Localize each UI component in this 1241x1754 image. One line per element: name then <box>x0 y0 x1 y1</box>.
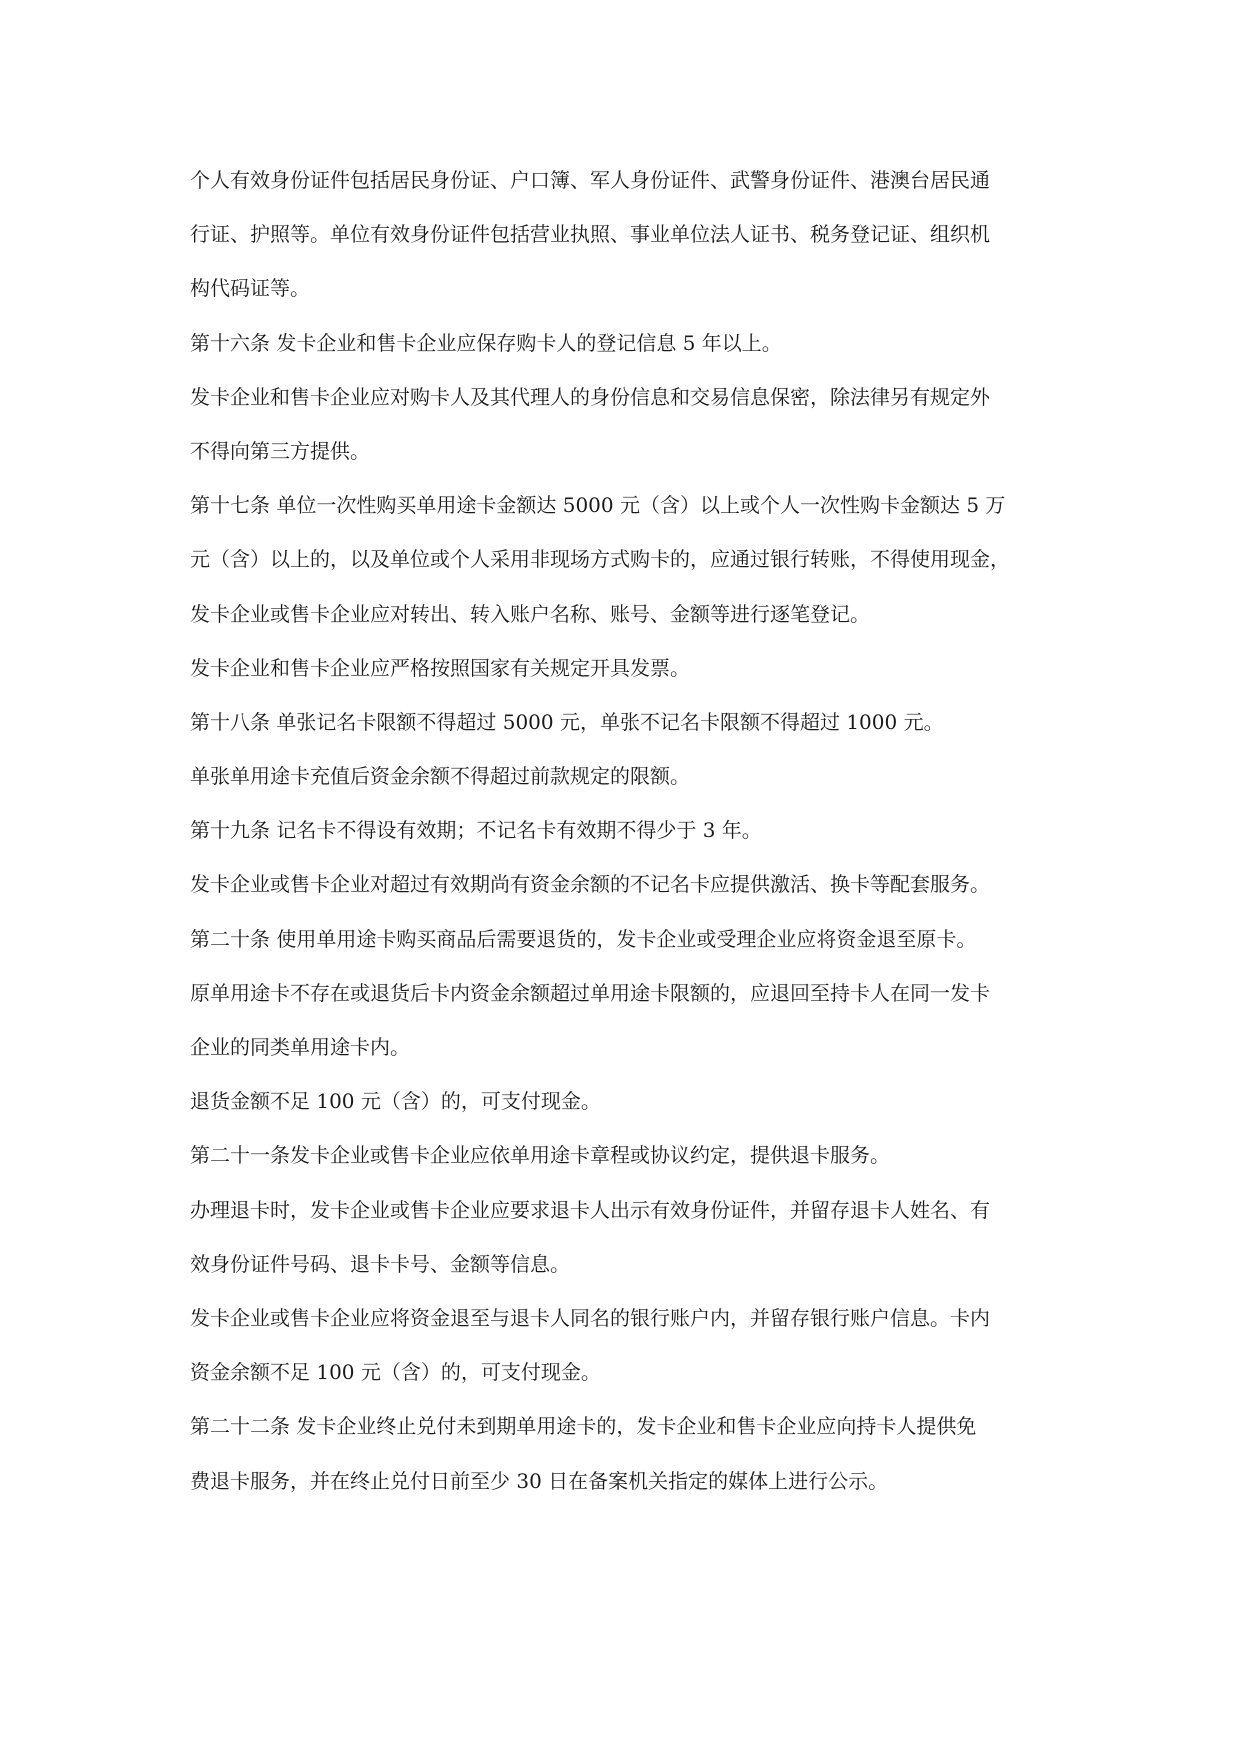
article-17-line-1: 第十七条 单位一次性购买单用途卡金额达 5000 元（含）以上或个人一次性购卡金额达 5 万 <box>190 493 1006 518</box>
text-line-10: 发卡企业和售卡企业应严格按照国家有关规定开具发票。 <box>190 655 690 680</box>
article-19-line-1: 第十九条 记名卡不得设有效期；不记名卡有效期不得少于 3 年。 <box>190 818 762 843</box>
text-line-8: 元（含）以上的，以及单位或个人采用非现场方式购卡的，应通过银行转账，不得使用现金， <box>190 547 1010 572</box>
text-line-5: 发卡企业和售卡企业应对购卡人及其代理人的身份信息和交易信息保密，除法律另有规定外 <box>190 384 990 409</box>
text-line-12: 单张单用途卡充值后资金余额不得超过前款规定的限额。 <box>190 764 690 789</box>
text-line-25: 费退卡服务，并在终止兑付日前至少 30 日在备案机关指定的媒体上进行公示。 <box>190 1468 889 1493</box>
article-20-line-1: 第二十条 使用单用途卡购买商品后需要退货的，发卡企业或受理企业应将资金退至原卡。 <box>190 926 977 951</box>
article-22-line-1: 第二十二条 发卡企业终止兑付未到期单用途卡的，发卡企业和售卡企业应向持卡人提供免 <box>190 1414 977 1439</box>
article-21-line-1: 第二十一条发卡企业或售卡企业应依单用途卡章程或协议约定，提供退卡服务。 <box>190 1143 890 1168</box>
text-line-3: 构代码证等。 <box>190 276 310 301</box>
text-line-20: 办理退卡时，发卡企业或售卡企业应要求退卡人出示有效身份证件，并留存退卡人姓名、有 <box>190 1197 990 1222</box>
article-16-line-1: 第十六条 发卡企业和售卡企业应保存购卡人的登记信息 5 年以上。 <box>190 330 782 355</box>
article-18-line-1: 第十八条 单张记名卡限额不得超过 5000 元，单张不记名卡限额不得超过 1000 元。 <box>190 709 944 734</box>
text-line-2: 行证、护照等。单位有效身份证件包括营业执照、事业单位法人证书、税务登记证、组织机 <box>190 222 990 247</box>
text-line-21: 效身份证件号码、退卡卡号、金额等信息。 <box>190 1251 570 1276</box>
text-line-14: 发卡企业或售卡企业对超过有效期尚有资金余额的不记名卡应提供激活、换卡等配套服务。 <box>190 872 990 897</box>
text-line-6: 不得向第三方提供。 <box>190 438 370 463</box>
document-body <box>190 160 1060 1515</box>
text-line-1: 个人有效身份证件包括居民身份证、户口簿、军人身份证件、武警身份证件、港澳台居民通 <box>190 168 990 192</box>
text-line-16: 原单用途卡不存在或退货后卡内资金余额超过单用途卡限额的，应退回至持卡人在同一发卡 <box>190 980 990 1005</box>
text-line-23: 资金余额不足 100 元（含）的，可支付现金。 <box>190 1360 601 1385</box>
text-line-22: 发卡企业或售卡企业应将资金退至与退卡人同名的银行账户内，并留存银行账户信息。卡内 <box>190 1305 990 1330</box>
text-line-17: 企业的同类单用途卡内。 <box>190 1035 410 1059</box>
text-line-18: 退货金额不足 100 元（含）的，可支付现金。 <box>190 1089 601 1114</box>
text-line-9: 发卡企业或售卡企业应对转出、转入账户名称、账号、金额等进行逐笔登记。 <box>190 601 870 626</box>
